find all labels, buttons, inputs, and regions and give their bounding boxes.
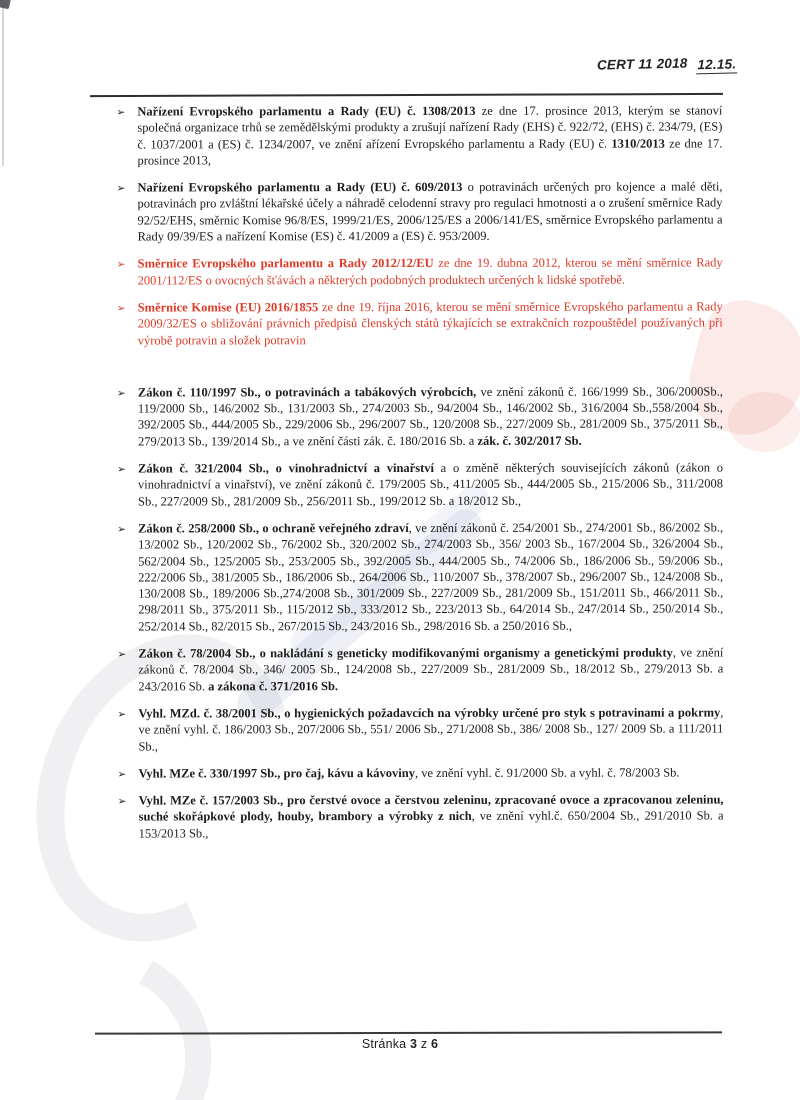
list-item-text: Vyhl. MZd. č. 38/2001 Sb., o hygienických požadavcích na výrobky určené pro styk s potravinami a pokrmy, ve znění vyhl. č. 186/2003 Sb., 207/2006 Sb., 551/ 2006 Sb., 271/2008 Sb., 386/ 2008 Sb., 127/ 2009 Sb. a 111/2011 Sb., [138, 705, 724, 753]
list-item [117, 298, 723, 348]
doc-code-text: CERT 11 2018 [596, 55, 688, 73]
footer-rule [95, 1031, 722, 1034]
list-item [117, 255, 723, 289]
list-item-text: Zákon č. 78/2004 Sb., o nakládání s geneticky modifikovanými organismy a genetickými produkty, ve znění zákonů č. 78/2004 Sb., 346/ 2005 Sb., 124/2008 Sb., 227/2009 Sb., 281/2009 Sb., 18/2012 Sb., 279/2013 Sb. a 243/2016 Sb. a zákona č. 371/2016 Sb. [138, 645, 724, 694]
list-item-text: Nařízení Evropského parlamentu a Rady (EU) č. 1308/2013 ze dne 17. prosince 2013, kterým se stanoví společná organizace trhů se zemědělskými produkty a zrušují nařízení Rady (EHS) č. 922/72, (EHS) č. 234/79, (ES) č. 1037/2001 a (ES) č. 1234/2007, ve znění ařízení Evropského parlamentu a Rady (EU) č. 1310/2013 ze dne 17. prosince 2013, [137, 103, 723, 168]
page-footer [0, 1037, 800, 1051]
page-total: 6 [431, 1037, 439, 1051]
list-item-text: Zákon č. 258/2000 Sb., o ochraně veřejného zdraví, ve znění zákonů č. 254/2001 Sb., 274/2001 Sb., 86/2002 Sb., 13/2002 Sb., 120/2002 Sb., 76/2002 Sb., 320/2002 Sb., 274/2003 Sb., 356/ 2003 Sb., 167/2004 Sb., 326/2004 Sb., 562/2004 Sb., 125/2005 Sb., 253/2005 Sb., 392/2005 Sb., 444/2005 Sb., 74/2006 Sb., 186/2006 Sb., 59/2006 Sb., 222/2006 Sb., 381/2005 Sb., 186/2006 Sb., 264/2006 Sb., 110/2007 Sb., 378/2007 Sb., 296/2007 Sb., 124/2008 Sb., 130/2008 Sb., 189/2006 Sb.,274/2008 Sb., 301/2009 Sb., 227/2009 Sb., 281/2009 Sb., 151/2011 Sb., 466/2011 Sb., 298/2011 Sb., 375/2011 Sb., 115/2012 Sb., 333/2012 Sb., 223/2013 Sb., 64/2014 Sb., 247/2014 Sb., 250/2014 Sb., 252/2014 Sb., 82/2015 Sb., 267/2015 Sb., 243/2016 Sb., 298/2016 Sb. a 250/2016 Sb., [138, 520, 724, 634]
list-item [117, 644, 723, 694]
arrow-bullet-icon: ➢ [116, 258, 126, 271]
list-item-text: Zákon č. 110/1997 Sb., o potravinách a tabákových výrobcích, ve znění zákonů č. 166/1999 Sb., 306/2000Sb., 119/2000 Sb., 146/2002 Sb., 131/2003 Sb., 274/2003 Sb., 94/2004 Sb., 146/2002 Sb., 316/2004 Sb.,558/2004 Sb., 392/2005 Sb., 444/2005 Sb., 229/2006 Sb., 296/2007 Sb., 120/2008 Sb., 227/2009 Sb., 281/2009 Sb., 375/2011 Sb., 279/2013 Sb., 139/2014 Sb., a ve znění části zák. č. 180/2016 Sb. a zák. č. 302/2017 Sb. [137, 384, 723, 449]
arrow-bullet-icon: ➢ [117, 523, 126, 536]
arrow-bullet-icon: ➢ [117, 648, 127, 661]
header-doc-code [597, 54, 738, 74]
header-rule [90, 93, 723, 97]
list-item-text: Nařízení Evropského parlamentu a Rady (EU) č. 609/2013 o potravinách určených pro kojence a malé děti, potravinách pro zvláštní lékařské účely a náhradě celodenní stravy pro regulaci hmotnosti a o zrušení směrnice Rady 92/52/EHS, směrnic Komise 96/8/ES, 1999/21/ES, 2006/125/ES a 2006/141/ES, směrnice Evropského parlamentu a Rady 09/39/ES a nařízení Komise (ES) č. 41/2009 a (ES) č. 953/2009. [137, 179, 723, 244]
list-item [117, 519, 723, 634]
arrow-bullet-icon: ➢ [116, 182, 126, 195]
list-item [117, 460, 723, 510]
footer-label: Stránka [361, 1037, 407, 1051]
arrow-bullet-icon: ➢ [117, 708, 127, 721]
arrow-bullet-icon: ➢ [116, 463, 126, 476]
list-item [118, 792, 724, 842]
list-item-text: Směrnice Evropského parlamentu a Rady 2012/12/EU ze dne 19. dubna 2012, kterou se mění směrnice Rady 2001/112/ES o ovocných šťávách a některých podobných produktech určených k lidské spotřebě. [137, 255, 723, 288]
doc-code-suffix: 12.15. [696, 56, 737, 74]
list-item-text: Směrnice Komise (EU) 2016/1855 ze dne 19. října 2016, kterou se mění směrnice Evropského parlamentu a Rady 2009/32/ES o sbližování právních předpisů členských států týkajících se extrakčních rozpouštědel používaných při výrobě potravin a složek potravin [137, 299, 723, 348]
list-item [118, 764, 724, 781]
scan-corner-mark [0, 0, 11, 9]
list-item-text: Vyhl. MZe č. 157/2003 Sb., pro čerstvé ovoce a čerstvou zeleninu, zpracované ovoce a zpracovanou zeleninu, suché skořápkové plody, houby, brambory a výrobky z nich, ve znění vyhl.č. 650/2004 Sb., 291/2010 Sb. a 153/2013 Sb., [138, 792, 724, 841]
bullet-list [116, 102, 723, 852]
watermark-stamp-blob [728, 392, 800, 452]
arrow-bullet-icon: ➢ [117, 768, 127, 781]
page-number: 3 [410, 1037, 418, 1051]
watermark-curve [0, 917, 237, 1100]
list-item [117, 383, 723, 449]
list-item-text: Vyhl. MZe č. 330/1997 Sb., pro čaj, kávu a kávoviny, ve znění vyhl. č. 91/2000 Sb. a vyhl. č. 78/2003 Sb. [138, 765, 680, 781]
list-item [116, 102, 722, 168]
footer-of-word: z [420, 1037, 428, 1051]
scan-edge-artifact [2, 0, 4, 166]
arrow-bullet-icon: ➢ [116, 106, 126, 119]
list-item [117, 704, 723, 754]
arrow-bullet-icon: ➢ [116, 302, 126, 315]
arrow-bullet-icon: ➢ [116, 387, 126, 400]
list-item-text: Zákon č. 321/2004 Sb., o vinohradnictví a vinařství a o změně některých souvisejících zákonů (zákon o vinohradnictví a vinařství), ve znění zákonů č. 179/2005 Sb., 411/2005 Sb., 444/2005 Sb., 215/2006 Sb., 311/2008 Sb., 227/2009 Sb., 281/2009 Sb., 256/2011 Sb., 199/2012 Sb. a 18/2012 Sb., [137, 460, 724, 509]
list-item [116, 179, 722, 245]
arrow-bullet-icon: ➢ [117, 795, 127, 808]
